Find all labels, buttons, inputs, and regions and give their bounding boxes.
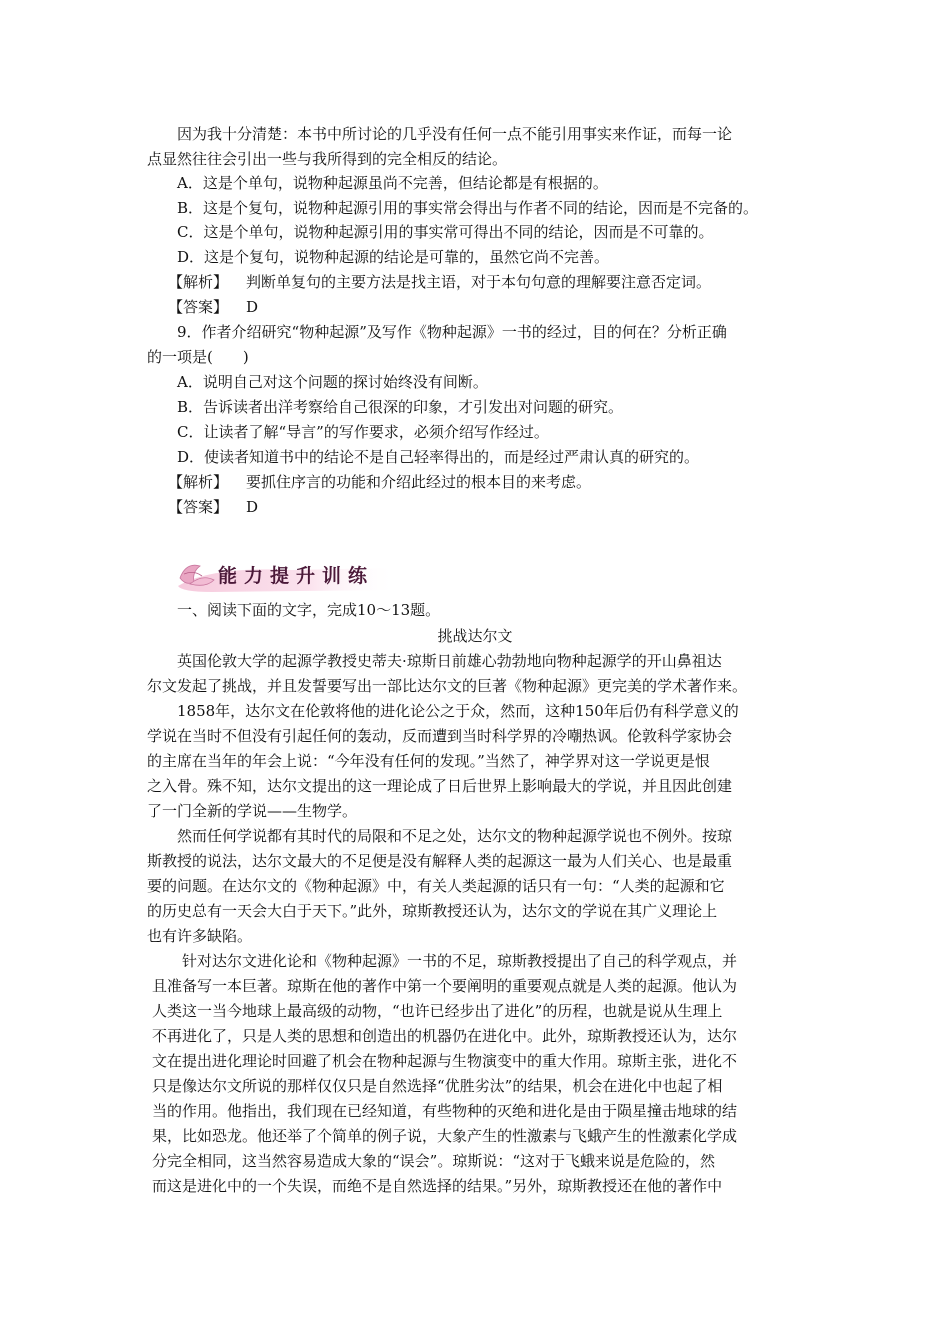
q9-stem-line1: 9．作者介绍研究“物种起源”及写作《物种起源》一书的经过，目的何在？分析正确 <box>177 323 727 341</box>
q9-option-a: A．说明自己对这个问题的探讨始终没有间断。 <box>177 373 488 391</box>
answer-value: D <box>246 298 259 316</box>
answer-label: 【答案】 <box>168 498 229 516</box>
q8-stem-line1: 因为我十分清楚：本书中所讨论的几乎没有任何一点不能引用事实来作证，而每一论 <box>177 125 733 143</box>
analysis-text: 判断单复句的主要方法是找主语，对于本句句意的理解要注意否定词。 <box>246 273 712 291</box>
passage-line: 斯教授的说法，达尔文最大的不足便是没有解释人类的起源这一最为人们关心、也是最重 <box>147 852 733 870</box>
passage-line: 英国伦敦大学的起源学教授史蒂夫·琼斯日前雄心勃勃地向物种起源学的开山鼻祖达 <box>177 652 722 670</box>
q8-answer <box>168 297 258 317</box>
q9-option-d: D．使读者知道书中的结论不是自己轻率得出的，而是经过严肃认真的研究的。 <box>177 448 700 466</box>
passage-line: 针对达尔文进化论和《物种起源》一书的不足，琼斯教授提出了自己的科学观点，并 <box>182 952 738 970</box>
passage-line: 而这是进化中的一个失误，而绝不是自然选择的结果。”另外，琼斯教授还在他的著作中 <box>152 1177 723 1195</box>
banner-title: 能力提升训练 <box>218 565 375 587</box>
passage-line: 的主席在当年的年会上说：“今年没有任何的发现。”当然了，神学界对这一学说更是恨 <box>147 752 710 770</box>
analysis-label: 【解析】 <box>168 273 229 291</box>
q8-stem-line2: 点显然往往会引出一些与我所得到的完全相反的结论。 <box>147 150 508 168</box>
passage-line: 果，比如恐龙。他还举了个简单的例子说，大象产生的性激素与飞蛾产生的性激素化学成 <box>152 1127 738 1145</box>
q8-analysis <box>168 272 711 292</box>
passage-line: 且准备写一本巨著。琼斯在他的著作中第一个要阐明的重要观点就是人类的起源。他认为 <box>152 977 738 995</box>
passage-line: 分完全相同，这当然容易造成大象的“误会”。琼斯说：“这对于飞蛾来说是危险的，然 <box>152 1152 716 1170</box>
passage-line: 不再进化了，只是人类的思想和创造出的机器仍在进化中。此外，琼斯教授还认为，达尔 <box>152 1027 738 1045</box>
passage-line: 只是像达尔文所说的那样仅仅只是自然选择“优胜劣汰”的结果，机会在进化中也起了相 <box>152 1077 723 1095</box>
q9-option-c: C．让读者了解“导言”的写作要求，必须介绍写作经过。 <box>177 423 549 441</box>
q9-answer <box>168 497 258 517</box>
q9-option-b: B．告诉读者出洋考察给自己很深的印象，才引发出对问题的研究。 <box>177 398 624 416</box>
q9-stem-line2: 的一项是( ) <box>147 348 249 366</box>
q9-analysis <box>168 472 591 492</box>
section-banner <box>172 556 398 596</box>
passage-line: 要的问题。在达尔文的《物种起源》中，有关人类起源的话只有一句：“人类的起源和它 <box>147 877 725 895</box>
passage-line: 当的作用。他指出，我们现在已经知道，有些物种的灭绝和进化是由于陨星撞击地球的结 <box>152 1102 738 1120</box>
passage-line: 1858年，达尔文在伦敦将他的进化论公之于众，然而，这种150年后仍有科学意义的 <box>177 702 739 720</box>
q8-option-d: D．这是个复句，说物种起源的结论是可靠的，虽然它尚不完善。 <box>177 248 610 266</box>
passage-title: 挑战达尔文 <box>437 627 513 645</box>
answer-label: 【答案】 <box>168 298 229 316</box>
passage-line: 然而任何学说都有其时代的局限和不足之处，达尔文的物种起源学说也不例外。按琼 <box>177 827 733 845</box>
passage-line: 文在提出进化理论时回避了机会在物种起源与生物演变中的重大作用。琼斯主张，进化不 <box>152 1052 738 1070</box>
passage-line: 了一门全新的学说——生物学。 <box>147 802 358 820</box>
passage-line: 也有许多缺陷。 <box>147 927 253 945</box>
passage-line: 学说在当时不但没有引起任何的轰动，反而遭到当时科学界的冷嘲热讽。伦敦科学家协会 <box>147 727 733 745</box>
passage-line: 尔文发起了挑战，并且发誓要写出一部比达尔文的巨著《物种起源》更完美的学术著作来。 <box>147 677 748 695</box>
answer-value: D <box>246 498 259 516</box>
q8-option-a: A．这是个单句，说物种起源虽尚不完善，但结论都是有根据的。 <box>177 174 608 192</box>
q8-option-b: B．这是个复句，说物种起源引用的事实常会得出与作者不同的结论，因而是不完备的。 <box>177 199 759 217</box>
passage-line: 人类这一当今地球上最高级的动物，“也许已经步出了进化”的历程，也就是说从生理上 <box>152 1002 723 1020</box>
section-instruction: 一、阅读下面的文字，完成10～13题。 <box>177 601 441 619</box>
analysis-label: 【解析】 <box>168 473 229 491</box>
analysis-text: 要抓住序言的功能和介绍此经过的根本目的来考虑。 <box>246 473 592 491</box>
passage-line: 的历史总有一天会大白于天下。”此外，琼斯教授还认为，达尔文的学说在其广义理论上 <box>147 902 718 920</box>
passage-line: 之入骨。殊不知，达尔文提出的这一理论成了日后世界上影响最大的学说，并且因此创建 <box>147 777 733 795</box>
q8-option-c: C．这是个单句，说物种起源引用的事实常可得出不同的结论，因而是不可靠的。 <box>177 223 714 241</box>
